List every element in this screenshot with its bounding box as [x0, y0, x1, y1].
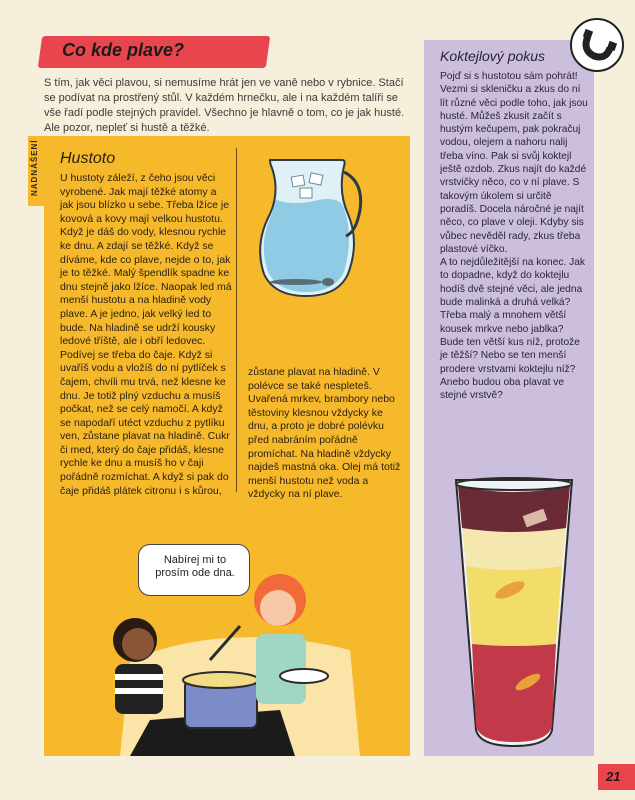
sidebar-paragraph-2: A to nejdůležitější na konec. Jak to dopadne, když do koktejlu hodíš dvě stejné věci, ale jedna bude malinká a druhá velká? Třeba malý a mnohem větší kousek mrkve nebo jablka? Bude ten větší kus níž, protože je těžší? Nebo se ten menší prodere vrstvami koktejlu níž? Anebo budou oba plavat ve stejné vrstvě? [440, 257, 585, 402]
column-divider [236, 148, 237, 492]
sidebar-text [440, 70, 590, 402]
column-1-paragraph-1: U hustoty záleží, z čeho jsou věci vyrobené. Jak mají těžké atomy a jak jsou blízko u sebe. Třeba lžíce je kovová a kovy mají velkou hustotu. Když je dáš do vody, klesnou rychle ke dnu. A zdají se těžké. Když se díváme, kde co plave, nejde o to, jak je to těžké. Malý špendlík spadne ke dnu stejně jako lžíce. Naopak led má menší hustotu a na hladině vody plave. A je jedno, jak velký led to bude. Na hladině se udrží kousky ledové tříště, ale i obří ledovec. [60, 172, 232, 348]
sidebar-paragraph-1: Pojď si s hustotou sám pohrát! Vezmi si skleničku a zkus do ní lít různé věci podle toho, jak jsou husté. Můžeš zkusit začít s hustým kečupem, pak pokračuj vodou, olejem a nahoru nalij třeba víno. Pak si svůj koktejl ještě ozdob. Zkus najít do každé vrstvičky něco, co v ní plave. S takovým úkolem si určitě poradíš. Docela náročné je najít něco, co plave v oleji. Kdyby sis vůbec nevěděl rady, zkus třeba plastové víčko. [440, 71, 588, 255]
magnet-icon [570, 18, 624, 72]
layered-cocktail-illustration [448, 470, 580, 754]
page-number-badge [598, 764, 635, 790]
water-jug-illustration [256, 152, 364, 300]
side-tab [28, 136, 44, 206]
sidebar-title: Koktejlový pokus [440, 48, 546, 64]
page-title: Co kde plave? [62, 40, 185, 60]
column-1-paragraph-2: Podívej se třeba do čaje. Když si uvaříš vodu a vložíš do ní pytlíček s čajem, chvíli mu trvá, než klesne ke dnu. Je totiž plný vzduchu a musíš počkat, než se celý namočí. A když se napodaří utéct vzduchu z pytlíku ven, zůstane plavat na hladině. Cukr či med, který do čaje přidáš, klesne rychle ke dnu a musíš ho v čaji pořádně rozmíchat. A když si pak do čaje přidáš plátek citronu i s kůrou, [60, 348, 230, 497]
column-2-paragraph: zůstane plavat na hladině. V polévce se také nespleteš. Uvařená mrkev, brambory nebo těstoviny klesnou vždycky ke dnu, a proto je dobré polévku před nabráním pořádně promíchat. Na hladině vždycky najdeš mastná oka. Olej má totiž menší hustotu než voda a vždycky na ní plave. [248, 366, 401, 501]
page-number: 21 [606, 769, 621, 784]
column-2 [248, 366, 404, 502]
kitchen-scene-illustration [90, 560, 370, 756]
intro-paragraph: S tím, jak věci plavou, si nemusíme hrát jen ve vaně nebo v rybnice. Stačí se podívat na prostřený stůl. V každém hrnečku, ale i na každém talíři se vše řadí podle stejných pravidel. Všechno je hlavně o tom, co je jak husté. Ale pozor, nepleť si hustě a těžké. [44, 77, 405, 134]
column-1 [60, 172, 232, 498]
section-title: Hustoto [60, 150, 116, 167]
speech-text: Nabírej mi to prosím ode dna. [155, 554, 235, 579]
side-tab-label: NADNÁŠENÍ [30, 139, 39, 196]
